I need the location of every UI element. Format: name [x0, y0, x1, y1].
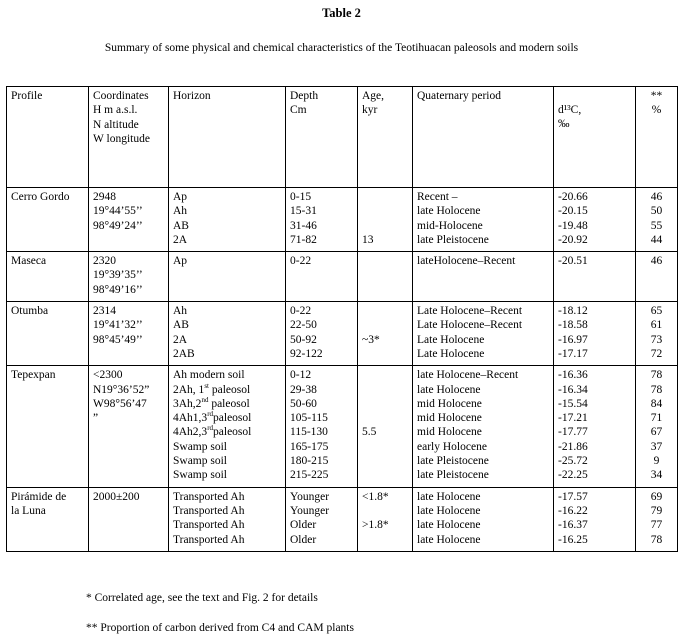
age-line	[362, 411, 408, 425]
coordinates-line: 19°44’55’’	[93, 205, 143, 218]
period-cell	[413, 302, 554, 366]
d13c-cell	[554, 366, 636, 487]
coordinates-cell	[89, 487, 169, 551]
depth-line: 50-60	[290, 397, 317, 410]
age-line	[362, 347, 408, 361]
percent-line: 46	[650, 255, 663, 268]
depth-line: 29-38	[290, 383, 317, 396]
percent-cell	[636, 252, 678, 302]
table-row	[7, 487, 678, 551]
d13c-line: -20.92	[558, 233, 588, 246]
table-row	[7, 252, 678, 302]
age-line	[362, 397, 408, 411]
table-row	[7, 302, 678, 366]
depth-line: Older	[290, 519, 317, 532]
coordinates-line: 2000±200	[93, 490, 140, 503]
depth-line: 71-82	[290, 233, 317, 246]
percent-cell	[636, 366, 678, 487]
coordinates-line: 19°39’35’’	[93, 269, 143, 282]
depth-line: 215-225	[290, 469, 329, 482]
horizon-line: 2A	[173, 333, 188, 346]
d13c-cell	[554, 487, 636, 551]
percent-line: 78	[650, 369, 663, 382]
d13c-line: -18.12	[558, 305, 588, 318]
age-cell	[358, 487, 413, 551]
profile-line: Maseca	[11, 255, 47, 268]
profile-line: Otumba	[11, 305, 49, 318]
coordinates-line: 98°45’49’’	[93, 333, 143, 346]
percent-line: 34	[650, 469, 663, 482]
depth-cell	[286, 366, 358, 487]
percent-line: 78	[650, 383, 663, 396]
d13c-line: -16.97	[558, 333, 588, 346]
depth-line: 0-22	[290, 305, 312, 318]
profile-line: Pirámide de	[11, 490, 67, 503]
d13c-line: -20.66	[558, 191, 588, 203]
depth-line: 50-92	[290, 333, 317, 346]
depth-cell	[286, 302, 358, 366]
percent-cell	[636, 302, 678, 366]
depth-line: 15-31	[290, 205, 317, 218]
age-line	[362, 454, 408, 468]
age-line	[362, 318, 408, 332]
depth-line: 22-50	[290, 319, 317, 332]
horizon-line: Transported Ah	[173, 504, 245, 517]
header-profile: Profile	[7, 87, 89, 188]
period-line: late Pleistocene	[417, 455, 489, 468]
depth-line: 0-12	[290, 369, 312, 382]
horizon-line: Transported Ah	[173, 490, 245, 503]
horizon-line: Ap	[173, 255, 188, 268]
age-line	[362, 504, 408, 518]
depth-line: 115-130	[290, 426, 328, 439]
coordinates-cell	[89, 366, 169, 487]
age-line: 5.5	[362, 426, 377, 439]
horizon-line: 3Ah,2nd paleosol	[173, 396, 250, 410]
horizon-line: Swamp soil	[173, 455, 227, 468]
depth-line: 105-115	[290, 412, 328, 425]
header-coordinates: Coordinates H m a.s.l. N altitude W longitude	[89, 87, 169, 188]
percent-line: 69	[650, 490, 663, 503]
profile-cell	[7, 487, 89, 551]
age-line	[362, 219, 408, 233]
percent-line: 73	[650, 333, 663, 346]
percent-line: 65	[650, 305, 663, 318]
coordinates-line: 2320	[93, 255, 116, 268]
depth-cell	[286, 252, 358, 302]
d13c-line: -17.21	[558, 412, 588, 425]
d13c-line: -16.22	[558, 504, 588, 517]
age-line	[362, 254, 408, 268]
horizon-line: Transported Ah	[173, 533, 245, 546]
period-line: late Holocene–Recent	[417, 369, 519, 382]
percent-line: 78	[650, 533, 663, 546]
horizon-line: Ah	[173, 205, 188, 218]
d13c-line: -15.54	[558, 397, 588, 410]
period-line: lateHolocene–Recent	[417, 255, 516, 268]
header-percent: ** %	[636, 87, 678, 188]
coordinates-line: N19°36’52”	[93, 383, 150, 396]
d13c-line: -19.48	[558, 219, 588, 232]
d13c-line: -21.86	[558, 440, 588, 453]
coordinates-line: ”	[93, 412, 99, 425]
horizon-line: 4Ah2,3rdpaleosol	[173, 424, 252, 439]
coordinates-line: 2314	[93, 305, 116, 318]
profile-line: Tepexpan	[11, 369, 56, 382]
period-line: late Pleistocene	[417, 233, 489, 246]
profile-line: Cerro Gordo	[11, 191, 70, 203]
age-line	[362, 304, 408, 318]
d13c-cell	[554, 188, 636, 252]
header-row	[7, 87, 678, 188]
d13c-line: -17.77	[558, 426, 588, 439]
age-line	[362, 368, 408, 382]
age-cell	[358, 302, 413, 366]
coordinates-line: 98°49’16’’	[93, 283, 143, 296]
period-line: Late Holocene–Recent	[417, 305, 523, 318]
d13c-line: -22.25	[558, 469, 588, 482]
percent-line: 37	[650, 440, 663, 453]
depth-line: Older	[290, 533, 317, 546]
depth-cell	[286, 487, 358, 551]
soil-table	[6, 86, 678, 552]
age-line	[362, 468, 408, 482]
d13c-line: -25.72	[558, 455, 588, 468]
d13c-line: -20.51	[558, 255, 588, 268]
table-row	[7, 366, 678, 487]
horizon-line: 2AB	[173, 347, 195, 360]
percent-cell	[636, 487, 678, 551]
horizon-cell	[169, 366, 286, 487]
period-line: Recent –	[417, 191, 458, 203]
percent-line: 72	[650, 347, 663, 360]
coordinates-line: 19°41’32’’	[93, 319, 143, 332]
age-line	[362, 190, 408, 204]
period-cell	[413, 252, 554, 302]
horizon-line: AB	[173, 319, 189, 332]
horizon-line: Ap	[173, 191, 188, 203]
period-line: mid Holocene	[417, 397, 482, 410]
profile-cell	[7, 188, 89, 252]
period-line: Late Holocene	[417, 333, 485, 346]
period-line: mid-Holocene	[417, 219, 483, 232]
period-line: Late Holocene	[417, 347, 485, 360]
age-cell	[358, 366, 413, 487]
profile-line: la Luna	[11, 504, 46, 517]
age-line: >1.8*	[362, 519, 389, 532]
horizon-line: Swamp soil	[173, 440, 227, 453]
horizon-line: Ah modern soil	[173, 369, 245, 382]
horizon-line: Swamp soil	[173, 469, 227, 482]
d13c-line: -17.57	[558, 490, 588, 503]
percent-line: 67	[650, 426, 663, 439]
d13c-line: -16.34	[558, 383, 588, 396]
depth-line: 165-175	[290, 440, 329, 453]
age-line: <1.8*	[362, 490, 389, 503]
period-cell	[413, 487, 554, 551]
table-caption: Summary of some physical and chemical characteristics of the Teotihuacan paleosols and modern soils	[104, 42, 579, 54]
header-d13c: d¹³C, ‰	[554, 87, 636, 188]
horizon-line: AB	[173, 219, 189, 232]
horizon-line: Ah	[173, 305, 188, 318]
period-cell	[413, 188, 554, 252]
horizon-line: 2A	[173, 233, 188, 246]
profile-cell	[7, 302, 89, 366]
period-line: late Holocene	[417, 490, 481, 503]
depth-line: 0-22	[290, 255, 312, 268]
coordinates-line: <2300	[93, 369, 123, 382]
age-line	[362, 383, 408, 397]
percent-cell	[636, 188, 678, 252]
d13c-line: -20.15	[558, 205, 588, 218]
depth-line: 31-46	[290, 219, 317, 232]
age-line: ~3*	[362, 333, 380, 346]
period-line: mid Holocene	[417, 412, 482, 425]
depth-line: 180-215	[290, 455, 329, 468]
horizon-cell	[169, 487, 286, 551]
period-line: late Pleistocene	[417, 469, 489, 482]
horizon-cell	[169, 188, 286, 252]
d13c-line: -18.58	[558, 319, 588, 332]
depth-cell	[286, 188, 358, 252]
period-line: late Holocene	[417, 519, 481, 532]
depth-line: 0-15	[290, 191, 312, 203]
d13c-line: -17.17	[558, 347, 588, 360]
coordinates-cell	[89, 302, 169, 366]
horizon-cell	[169, 252, 286, 302]
percent-line: 9	[653, 455, 660, 468]
d13c-line: -16.36	[558, 369, 588, 382]
percent-line: 44	[650, 233, 663, 246]
period-line: late Holocene	[417, 533, 481, 546]
d13c-cell	[554, 302, 636, 366]
depth-line: Younger	[290, 504, 330, 517]
period-cell	[413, 366, 554, 487]
table-title: Table 2	[322, 6, 361, 20]
footnote-carbon-proportion: ** Proportion of carbon derived from C4 and CAM plants	[86, 622, 354, 634]
coordinates-line: 98°49’24’’	[93, 219, 143, 232]
age-cell	[358, 188, 413, 252]
age-line: 13	[362, 233, 374, 246]
profile-cell	[7, 252, 89, 302]
coordinates-line: 2948	[93, 191, 116, 203]
percent-line: 50	[650, 205, 663, 218]
header-quaternary-period: Quaternary period	[413, 87, 554, 188]
age-line	[362, 533, 408, 547]
period-line: early Holocene	[417, 440, 487, 453]
horizon-line: Transported Ah	[173, 519, 245, 532]
percent-line: 55	[650, 219, 663, 232]
depth-line: Younger	[290, 490, 330, 503]
header-horizon: Horizon	[169, 87, 286, 188]
age-line	[362, 204, 408, 218]
horizon-line: 4Ah1,3rdpaleosol	[173, 410, 252, 425]
table-row	[7, 188, 678, 252]
percent-line: 71	[650, 412, 663, 425]
percent-line: 84	[650, 397, 663, 410]
period-line: late Holocene	[417, 383, 481, 396]
coordinates-cell	[89, 188, 169, 252]
percent-line: 61	[650, 319, 663, 332]
age-cell	[358, 252, 413, 302]
d13c-line: -16.37	[558, 519, 588, 532]
d13c-cell	[554, 252, 636, 302]
horizon-cell	[169, 302, 286, 366]
profile-cell	[7, 366, 89, 487]
period-line: late Holocene	[417, 504, 481, 517]
coordinates-cell	[89, 252, 169, 302]
header-depth: Depth Cm	[286, 87, 358, 188]
period-line: late Holocene	[417, 205, 481, 218]
coordinates-line: W98°56’47	[93, 397, 147, 410]
percent-line: 79	[650, 504, 663, 517]
d13c-line: -16.25	[558, 533, 588, 546]
header-age: Age, kyr	[358, 87, 413, 188]
depth-line: 92-122	[290, 347, 323, 360]
percent-line: 46	[650, 191, 663, 203]
period-line: mid Holocene	[417, 426, 482, 439]
age-line	[362, 440, 408, 454]
period-line: Late Holocene–Recent	[417, 319, 523, 332]
percent-line: 77	[650, 519, 663, 532]
footnote-correlated-age: * Correlated age, see the text and Fig. 2 for details	[86, 592, 318, 604]
horizon-line: 2Ah, 1st paleosol	[173, 381, 251, 396]
